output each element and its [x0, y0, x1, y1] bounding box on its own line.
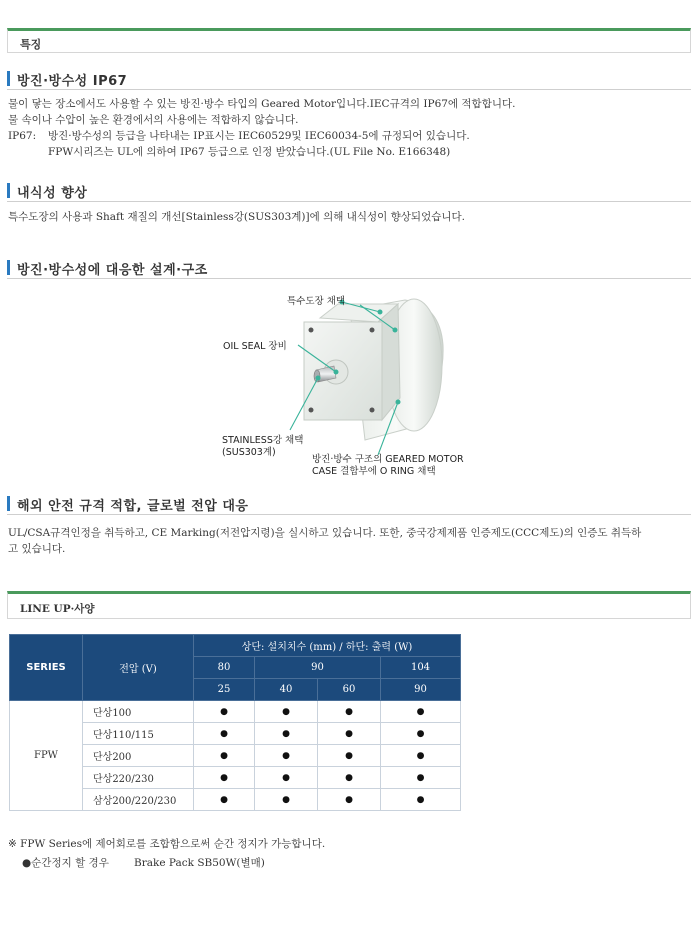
leader-dot — [316, 376, 321, 381]
table-cell-mark: ● — [318, 745, 381, 767]
screw-icon — [370, 328, 375, 333]
ip67-line-1: 물이 닿는 장소에서도 사용할 수 있는 방진·방수 타입의 Geared Motor입니다.IEC규격의 IP67에 적합합니다. — [8, 98, 516, 110]
table-cell-mark: ● — [255, 789, 318, 811]
table-cell-mark: ● — [381, 789, 461, 811]
table-cell-mark: ● — [381, 745, 461, 767]
screw-icon — [370, 408, 375, 413]
table-cell-mark: ● — [318, 723, 381, 745]
table-cell-voltage: 단상110/115 — [83, 723, 194, 745]
table-cell-voltage: 단상100 — [83, 701, 194, 723]
table-header-series: SERIES — [10, 635, 83, 701]
table-cell-mark: ● — [194, 789, 255, 811]
table-header-size: 90 — [255, 657, 381, 679]
leader-dot — [378, 310, 383, 315]
lineup-header-box — [7, 591, 691, 619]
leader-dot — [396, 400, 401, 405]
ip67-line-2: 물 속이나 수압이 높은 환경에서의 사용에는 적합하지 않습니다. — [8, 114, 299, 126]
label-oring-2: CASE 결합부에 O RING 채택 — [312, 466, 436, 477]
table-cell-mark: ● — [255, 701, 318, 723]
label-special-paint: 특수도장 채택 — [287, 296, 346, 307]
global-line-1: UL/CSA규격인정을 취득하고, CE Marking(저전압지령)을 실시하고 있습니다. 또한, 중국강제제품 인증제도(CCC제도)의 인증도 취득하 — [8, 527, 642, 539]
note-line-1: ※ FPW Series에 제어회로를 조합함으로써 순간 정지가 가능합니다. — [8, 838, 326, 850]
section-divider — [7, 514, 691, 515]
ip67-label: IP67: — [8, 130, 37, 142]
table-cell-mark: ● — [194, 745, 255, 767]
table-header-span: 상단: 설치치수 (mm) / 하단: 출력 (W) — [194, 635, 461, 657]
table-cell-mark: ● — [255, 723, 318, 745]
table-header-size: 80 — [194, 657, 255, 679]
ip67-line-3: 방진·방수성의 등급을 나타내는 IP표시는 IEC60529및 IEC60034-5에 규정되어 있습니다. — [48, 130, 470, 142]
section-title-text: 내식성 향상 — [17, 186, 88, 201]
table-cell-mark: ● — [194, 767, 255, 789]
section-global-title — [7, 493, 691, 515]
table-header-output: 25 — [194, 679, 255, 701]
table-header-output: 40 — [255, 679, 318, 701]
table-cell-voltage: 삼상200/220/230 — [83, 789, 194, 811]
label-oil-seal: OIL SEAL 장비 — [223, 341, 287, 352]
table-cell-mark: ● — [255, 767, 318, 789]
table-cell-voltage: 단상220/230 — [83, 767, 194, 789]
label-stainless-1: STAINLESS강 채택 — [222, 435, 304, 446]
feature-header-title: 특징 — [20, 38, 42, 51]
table-cell-series: FPW — [10, 701, 83, 811]
ip67-line-4: FPW시리즈는 UL에 의하여 IP67 등급으로 인정 받았습니다.(UL File No. E166348) — [48, 146, 451, 158]
spec-table — [9, 634, 461, 811]
table-header-size: 104 — [381, 657, 461, 679]
section-title-text: 방진·방수성 IP67 — [17, 74, 128, 89]
table-header-output: 90 — [381, 679, 461, 701]
table-cell-mark: ● — [194, 701, 255, 723]
note-line-2-label: ●순간정지 할 경우 — [22, 857, 109, 869]
table-row — [10, 701, 461, 723]
table-cell-mark: ● — [318, 789, 381, 811]
table-cell-mark: ● — [381, 767, 461, 789]
table-cell-mark: ● — [381, 723, 461, 745]
section-title-bar — [7, 496, 10, 511]
table-cell-mark: ● — [381, 701, 461, 723]
corrosion-line-1: 특수도장의 사용과 Shaft 재질의 개선[Stainless강(SUS303계)]에 의해 내식성이 향상되었습니다. — [8, 211, 465, 223]
table-cell-mark: ● — [194, 723, 255, 745]
label-stainless-2: (SUS303계) — [222, 447, 276, 458]
leader-dot — [393, 328, 398, 333]
table-cell-mark: ● — [255, 745, 318, 767]
screw-icon — [309, 408, 314, 413]
leader-dot — [334, 370, 339, 375]
table-cell-mark: ● — [318, 701, 381, 723]
lineup-header-title: LINE UP·사양 — [20, 603, 95, 615]
label-oring-1: 방진·방수 구조의 GEARED MOTOR — [312, 454, 464, 465]
table-cell-mark: ● — [318, 767, 381, 789]
global-line-2: 고 있습니다. — [8, 543, 66, 555]
note-line-2-value: Brake Pack SB50W(별매) — [134, 857, 265, 869]
table-header-voltage: 전압 (V) — [83, 635, 194, 701]
section-title-text: 방진·방수성에 대응한 설계·구조 — [17, 263, 208, 278]
screw-icon — [309, 328, 314, 333]
table-cell-voltage: 단상200 — [83, 745, 194, 767]
section-title-text: 해외 안전 규격 적합, 글로벌 전압 대응 — [17, 499, 249, 514]
table-header-output: 60 — [318, 679, 381, 701]
